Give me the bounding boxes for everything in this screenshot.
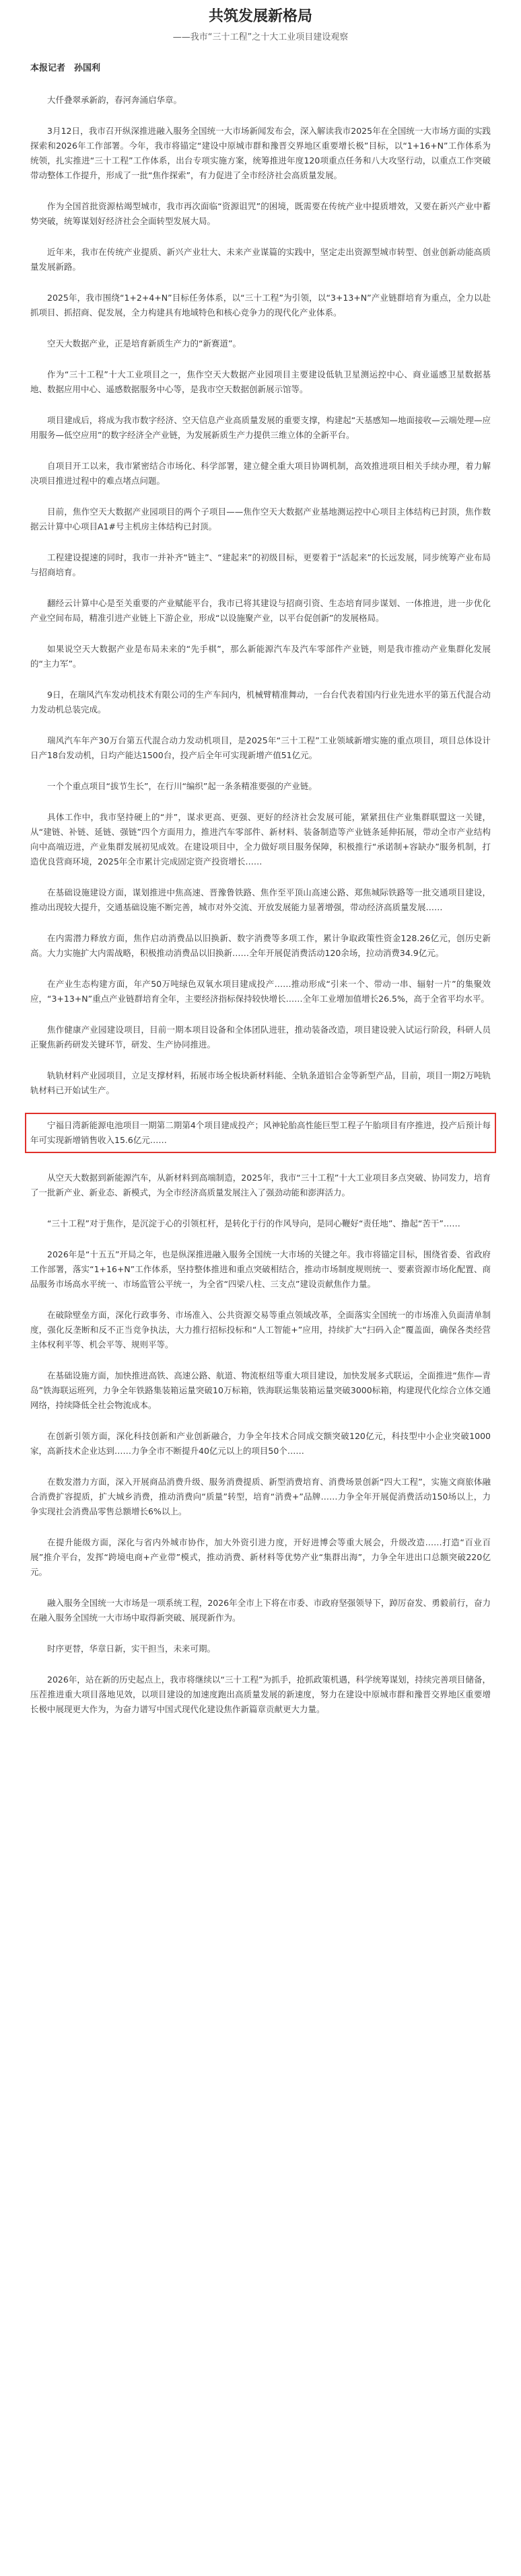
article-body <box>30 93 491 1717</box>
paragraph: 自项目开工以来，我市紧密结合市场化、科学部署，建立健全重大项目协调机制，高效推进项目相关手续办理，着力解决项目推进过程中的难点堵点问题。 <box>30 461 491 486</box>
paragraph: 空天大数据产业，正是培育新质生产力的“新赛道”。 <box>47 338 241 348</box>
paragraph: “三十工程”对于焦作，是沉淀于心的引领杠杆，是转化于行的作风导向，是同心鞭好“责任地”、撸起“苦干”…… <box>47 1218 460 1228</box>
article-subtitle: ——我市“三十工程”之十大工业项目建设观察 <box>172 32 349 42</box>
paragraph: 在提升能级方面，深化与省内外城市协作，加大外资引进力度，开好进博会等重大展会，升级改造……打造“百业百展”推介平台，发挥“跨境电商+产业带”模式，推动消费、新材料等优势产业“集群出海”，力争全年进出口总额突破220亿元。 <box>30 1537 491 1577</box>
paragraph: 从空天大数据到新能源汽车，从新材料到高端制造，2025年，我市“三十工程”十大工业项目多点突破、协同发力，培育了一批新产业、新业态、新模式，为全市经济高质量发展注入了强劲动能和澎湃活力。 <box>30 1173 491 1198</box>
paragraph: 具体工作中，我市坚持硬上的“并”，谋求更高、更强、更好的经济社会发展可能，紧紧扭住产业集群联盟这一关键，从“建链、补链、延链、强链”四个方面用力，推进汽车零部件、新材料、装备制造等产业链条延伸拓展，带动全市产业结构向中高端迈进，产业集群发展初见成效。在建设项目中，全力做好项目服务保障，积极推行“承诺制+容缺办”服务机制，打造优良营商环境，2025年全市累计完成固定资产投资增长…… <box>30 812 491 867</box>
paragraph: 在基础设施建设方面，谋划推进中焦高速、晋豫鲁铁路、焦作至平顶山高速公路、郑焦城际铁路等一批交通项目建设，推动出现较大提升，交通基础设施不断完善，城市对外交流、开放发展能力显著增强，带动经济高质量发展…… <box>30 887 491 912</box>
paragraph: 如果说空天大数据产业是布局未来的“先手棋”，那么新能源汽车及汽车零部件产业链，则是我市推动产业集群化发展的“主力军”。 <box>30 644 491 669</box>
paragraph: 在基础设施方面，加快推进高铁、高速公路、航道、物流枢纽等重大项目建设，加快发展多式联运，全面推进“焦作—青岛”铁海联运班列，力争全年铁路集装箱运量突破10万标箱，铁海联运集装箱运量突破3000标箱，构建现代化综合立体交通网络，持续降低全社会物流成本。 <box>30 1370 491 1410</box>
paragraph: 瑞风汽车年产30万台第五代混合动力发动机项目，是2025年“三十工程”工业领域新增实施的重点项目，项目总体设计日产18台发动机，日均产能达1500台，投产后全年可实现新增产值51亿元。 <box>30 735 491 760</box>
paragraph: 作为“三十工程”十大工业项目之一，焦作空天大数据产业园项目主要建设低轨卫星测运控中心、商业遥感卫星数据基地、数据应用中心、遥感数据服务中心等，是我市空天数据创新展示馆等。 <box>30 369 491 394</box>
article-title: 共筑发展新格局 <box>208 8 312 25</box>
paragraph: 2026年是“十五五”开局之年，也是纵深推进融入服务全国统一大市场的关键之年。我市将锚定目标，围绕省委、省政府工作部署，落实“1+16+N”工作体系，坚持整体推进和重点突破相结合，推动市场制度规则统一、要素资源市场化配置、商品服务市场高水平统一、市场监管公平统一，为全省“四梁八柱、三支点”建设贡献焦作力量。 <box>30 1249 491 1289</box>
paragraph: 目前，焦作空天大数据产业园项目的两个子项目——焦作空天大数据产业基地测运控中心项目主体结构已封顶，焦作数据云计算中心项目A1#号主机房主体结构已封顶。 <box>30 507 491 531</box>
paragraph: 在产业生态构建方面，年产50万吨绿色双氧水项目建成投产……推动形成“引来一个、带动一串、辐射一片”的集聚效应，“3+13+N”重点产业链群培育全年，主要经济指标保持较快增长……全年工业增加值增长26.5%，高于全省平均水平。 <box>30 979 491 1004</box>
paragraph: 项目建成后，将成为我市数字经济、空天信息产业高质量发展的重要支撑，构建起“天基感知—地面接收—云端处理—应用服务—低空应用”的数字经济全产业链，为发展新质生产力提供三维立体的全新平台。 <box>30 415 491 440</box>
paragraph: 2025年，我市围绕“1+2+4+N”目标任务体系，以“三十工程”为引领，以“3+13+N”产业链群培育为重点，全力以赴抓项目、抓招商、促发展，全力构建具有地域特色和核心竞争力的现代化产业体系。 <box>30 293 491 318</box>
paragraph: 3月12日，我市召开纵深推进融入服务全国统一大市场新闻发布会，深入解读我市2025年在全国统一大市场方面的实践探索和2026年工作部署。今年，我市将锚定“建设中原城市群和豫晋交界地区重要增长极”目标，以“1+16+N”工作体系为统领，扎实推进“三十工程”工作体系，出台专项实施方案，统筹推进年度120项重点任务和八大攻坚行动，以重点工作突破带动整体工作提升，形成了一批“焦作探索”，有力促进了全市经济社会高质量发展。 <box>30 126 491 180</box>
byline: 本报记者 孙国利 <box>30 63 101 73</box>
highlighted-paragraph: 宁福日湾新能源电池项目一期第二期第4个项目建成投产；风神轮胎高性能巨型工程子午胎项目有序推进，投产后预计每年可实现新增销售收入15.6亿元…… <box>30 1118 491 1148</box>
paragraph: 翻经云计算中心是至关重要的产业赋能平台，我市已将其建设与招商引资、生态培育同步谋划、一体推进，进一步优化产业空间布局，精准引进产业链上下游企业，形成“以设施聚产业，以平台促创新”的发展格局。 <box>30 598 491 623</box>
paragraph: 2026年，站在新的历史起点上，我市将继续以“三十工程”为抓手，抢抓政策机遇，科学统筹谋划，持续完善项目储备，压茬推进重大项目落地见效，以项目建设的加速度跑出高质量发展的新速度，努力在建设中原城市群和豫晋交界地区重要增长极中展现更大作为，为奋力谱写中国式现代化建设焦作新篇章贡献更大力量。 <box>30 1675 491 1714</box>
paragraph: 一个个重点项目“拔节生长”，在行川“编织”起一条条精准要强的产业链。 <box>47 781 317 791</box>
paragraph: 融入服务全国统一大市场是一项系统工程，2026年全市上下将在市委、市政府坚强领导下，踔厉奋发、勇毅前行，奋力在融入服务全国统一大市场中取得新突破、展现新作为。 <box>30 1598 491 1623</box>
paragraph: 工程建设提速的同时，我市一并补齐“链主”、“建起来”的初级目标，更要着于“活起来”的长远发展，同步统筹产业布局与招商培育。 <box>30 552 491 577</box>
paragraph: 焦作健康产业园建设项目，目前一期本项目设备和全体团队进驻，推动装备改造，项目建设驶入试运行阶段，科研人员正聚焦新药研发关键环节，研发、生产协同推进。 <box>30 1025 491 1050</box>
paragraph: 大仟叠翠承新韵，春河奔涌启华章。 <box>47 95 182 105</box>
paragraph: 在数发潜力方面，深入开展商品消费升级、服务消费提质、新型消费培育、消费场景创新“四大工程”，实施文商旅体融合消费扩容提质，扩大城乡消费，推动消费向“质量”转型，培育“消费+”品牌……力争全年开展促消费活动150场以上，力争实现社会消费品零售总额增长6%以上。 <box>30 1477 491 1516</box>
paragraph: 轨轨材料产业园项目，立足支撑材料，拓展市场全板块新材料能、全轨条道铝合金等新型产品，目前，项目一期2万吨轨轨材料已开始试生产。 <box>30 1070 491 1095</box>
paragraph: 时序更替，华章日新，实干担当，未来可期。 <box>47 1644 216 1654</box>
paragraph: 在创新引领方面，深化科技创新和产业创新融合，力争全年技术合同成交额突破120亿元，科技型中小企业突破1000家，高新技术企业达到……力争全市不断提升40亿元以上的项目50个…… <box>30 1431 491 1456</box>
paragraph: 9日，在瑞风汽车发动机技术有限公司的生产车间内，机械臂精准舞动，一台台代表着国内行业先进水平的第五代混合动力发动机总装完成。 <box>30 690 491 714</box>
paragraph: 在破除壁垒方面，深化行政事务、市场准入、公共资源交易等重点领域改革，全面落实全国统一的市场准入负面清单制度，强化反垄断和反不正当竞争执法，大力推行招标投标和“人工智能+”应用，持续扩大“扫码入企”覆盖面，确保各类经营主体权利平等、机会平等、规则平等。 <box>30 1310 491 1350</box>
paragraph: 作为全国首批资源枯竭型城市，我市再次面临“资源诅咒”的困境，既需要在传统产业中提质增效，又要在新兴产业中蓄势突破，统筹谋划好经济社会全面转型发展大局。 <box>30 201 491 226</box>
paragraph: 在内需潜力释放方面，焦作启动消费品以旧换新、数字消费等多项工作，累计争取政策性资金128.26亿元，创历史新高。大力实施扩大内需战略，积极推动消费品以旧换新……全年开展促消费活动120余场，拉动消费34.9亿元。 <box>30 933 491 958</box>
paragraph: 近年来，我市在传统产业提质、新兴产业壮大、未来产业谋篇的实践中，坚定走出资源型城市转型、创业创新动能高质量发展新路。 <box>30 247 491 272</box>
